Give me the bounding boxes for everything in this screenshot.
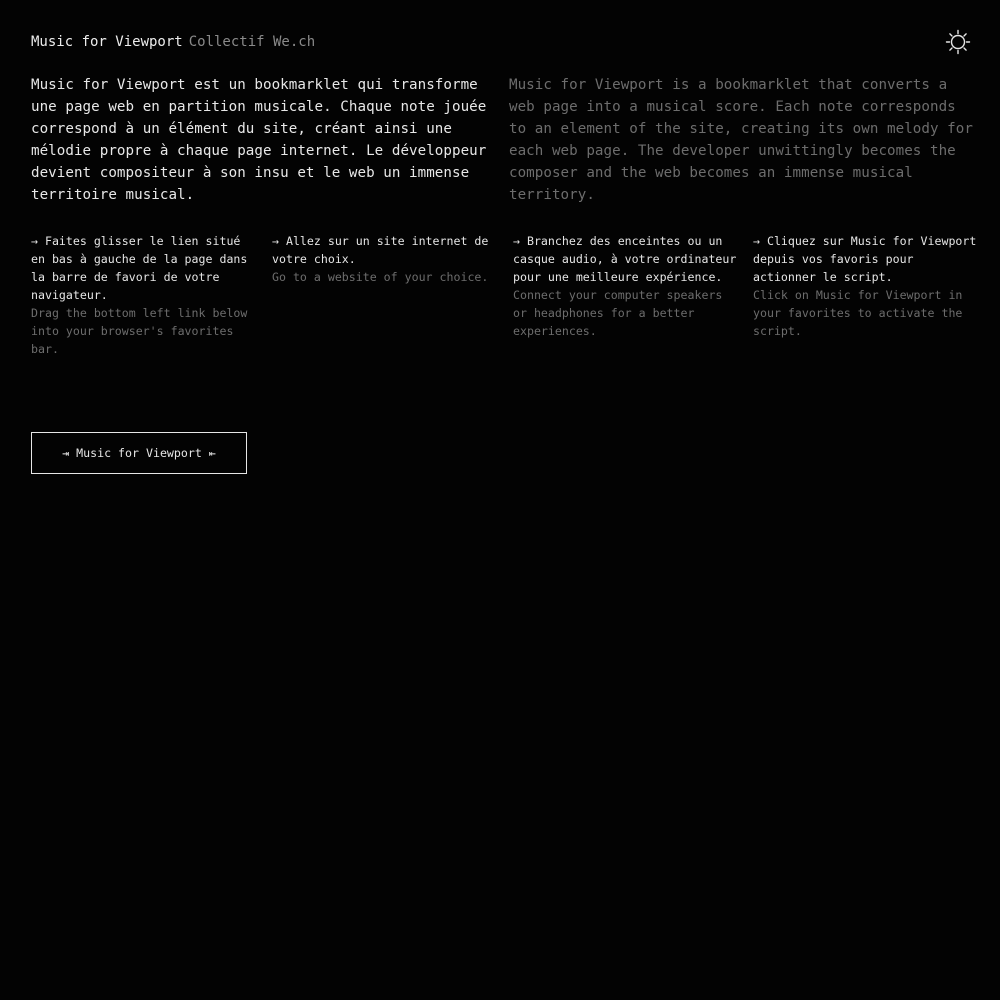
- collective-link[interactable]: Collectif We.ch: [188, 34, 316, 50]
- sun-icon: [945, 29, 971, 55]
- step-3-english: Connect your computer speakers or headphones for a better experiences.: [513, 288, 723, 338]
- step-4: [753, 232, 978, 340]
- bookmarklet-link[interactable]: ⇥ Music for Viewport ⇤: [31, 432, 247, 474]
- intro-english: Music for Viewport is a bookmarklet that converts a web page into a musical score. Each note corresponds to an element of the site, creating its own melody for each web page. The developer unwittingly becomes the composer and the web becomes an immense musical territory.: [509, 77, 973, 203]
- step-3: [513, 232, 738, 340]
- step-1-french: → Faites glisser le lien situé en bas à gauche de la page dans la barre de favori de votre navigateur.: [31, 234, 248, 302]
- step-3-french: → Branchez des enceintes ou un casque audio, à votre ordinateur pour une meilleure expérience.: [513, 234, 737, 284]
- step-1-english: Drag the bottom left link below into your browser's favorites bar.: [31, 306, 248, 356]
- site-header: [31, 32, 315, 52]
- step-1: [31, 232, 256, 358]
- step-4-french: → Cliquez sur Music for Viewport depuis vos favoris pour actionner le script.: [753, 234, 977, 284]
- intro-french: Music for Viewport est un bookmarklet qui transforme une page web en partition musicale. Chaque note jouée correspond à un élément du site, créant ainsi une mélodie propre à chaque page internet. Le développeur devient compositeur à son insu et le web un immense territoire musical.: [31, 77, 487, 203]
- step-2-english: Go to a website of your choice.: [272, 270, 489, 284]
- theme-toggle-button[interactable]: [945, 29, 971, 55]
- step-2-french: → Allez sur un site internet de votre choix.: [272, 234, 489, 266]
- step-2: [272, 232, 497, 286]
- step-4-english: Click on Music for Viewport in your favorites to activate the script.: [753, 288, 963, 338]
- site-title: Music for Viewport: [31, 34, 183, 50]
